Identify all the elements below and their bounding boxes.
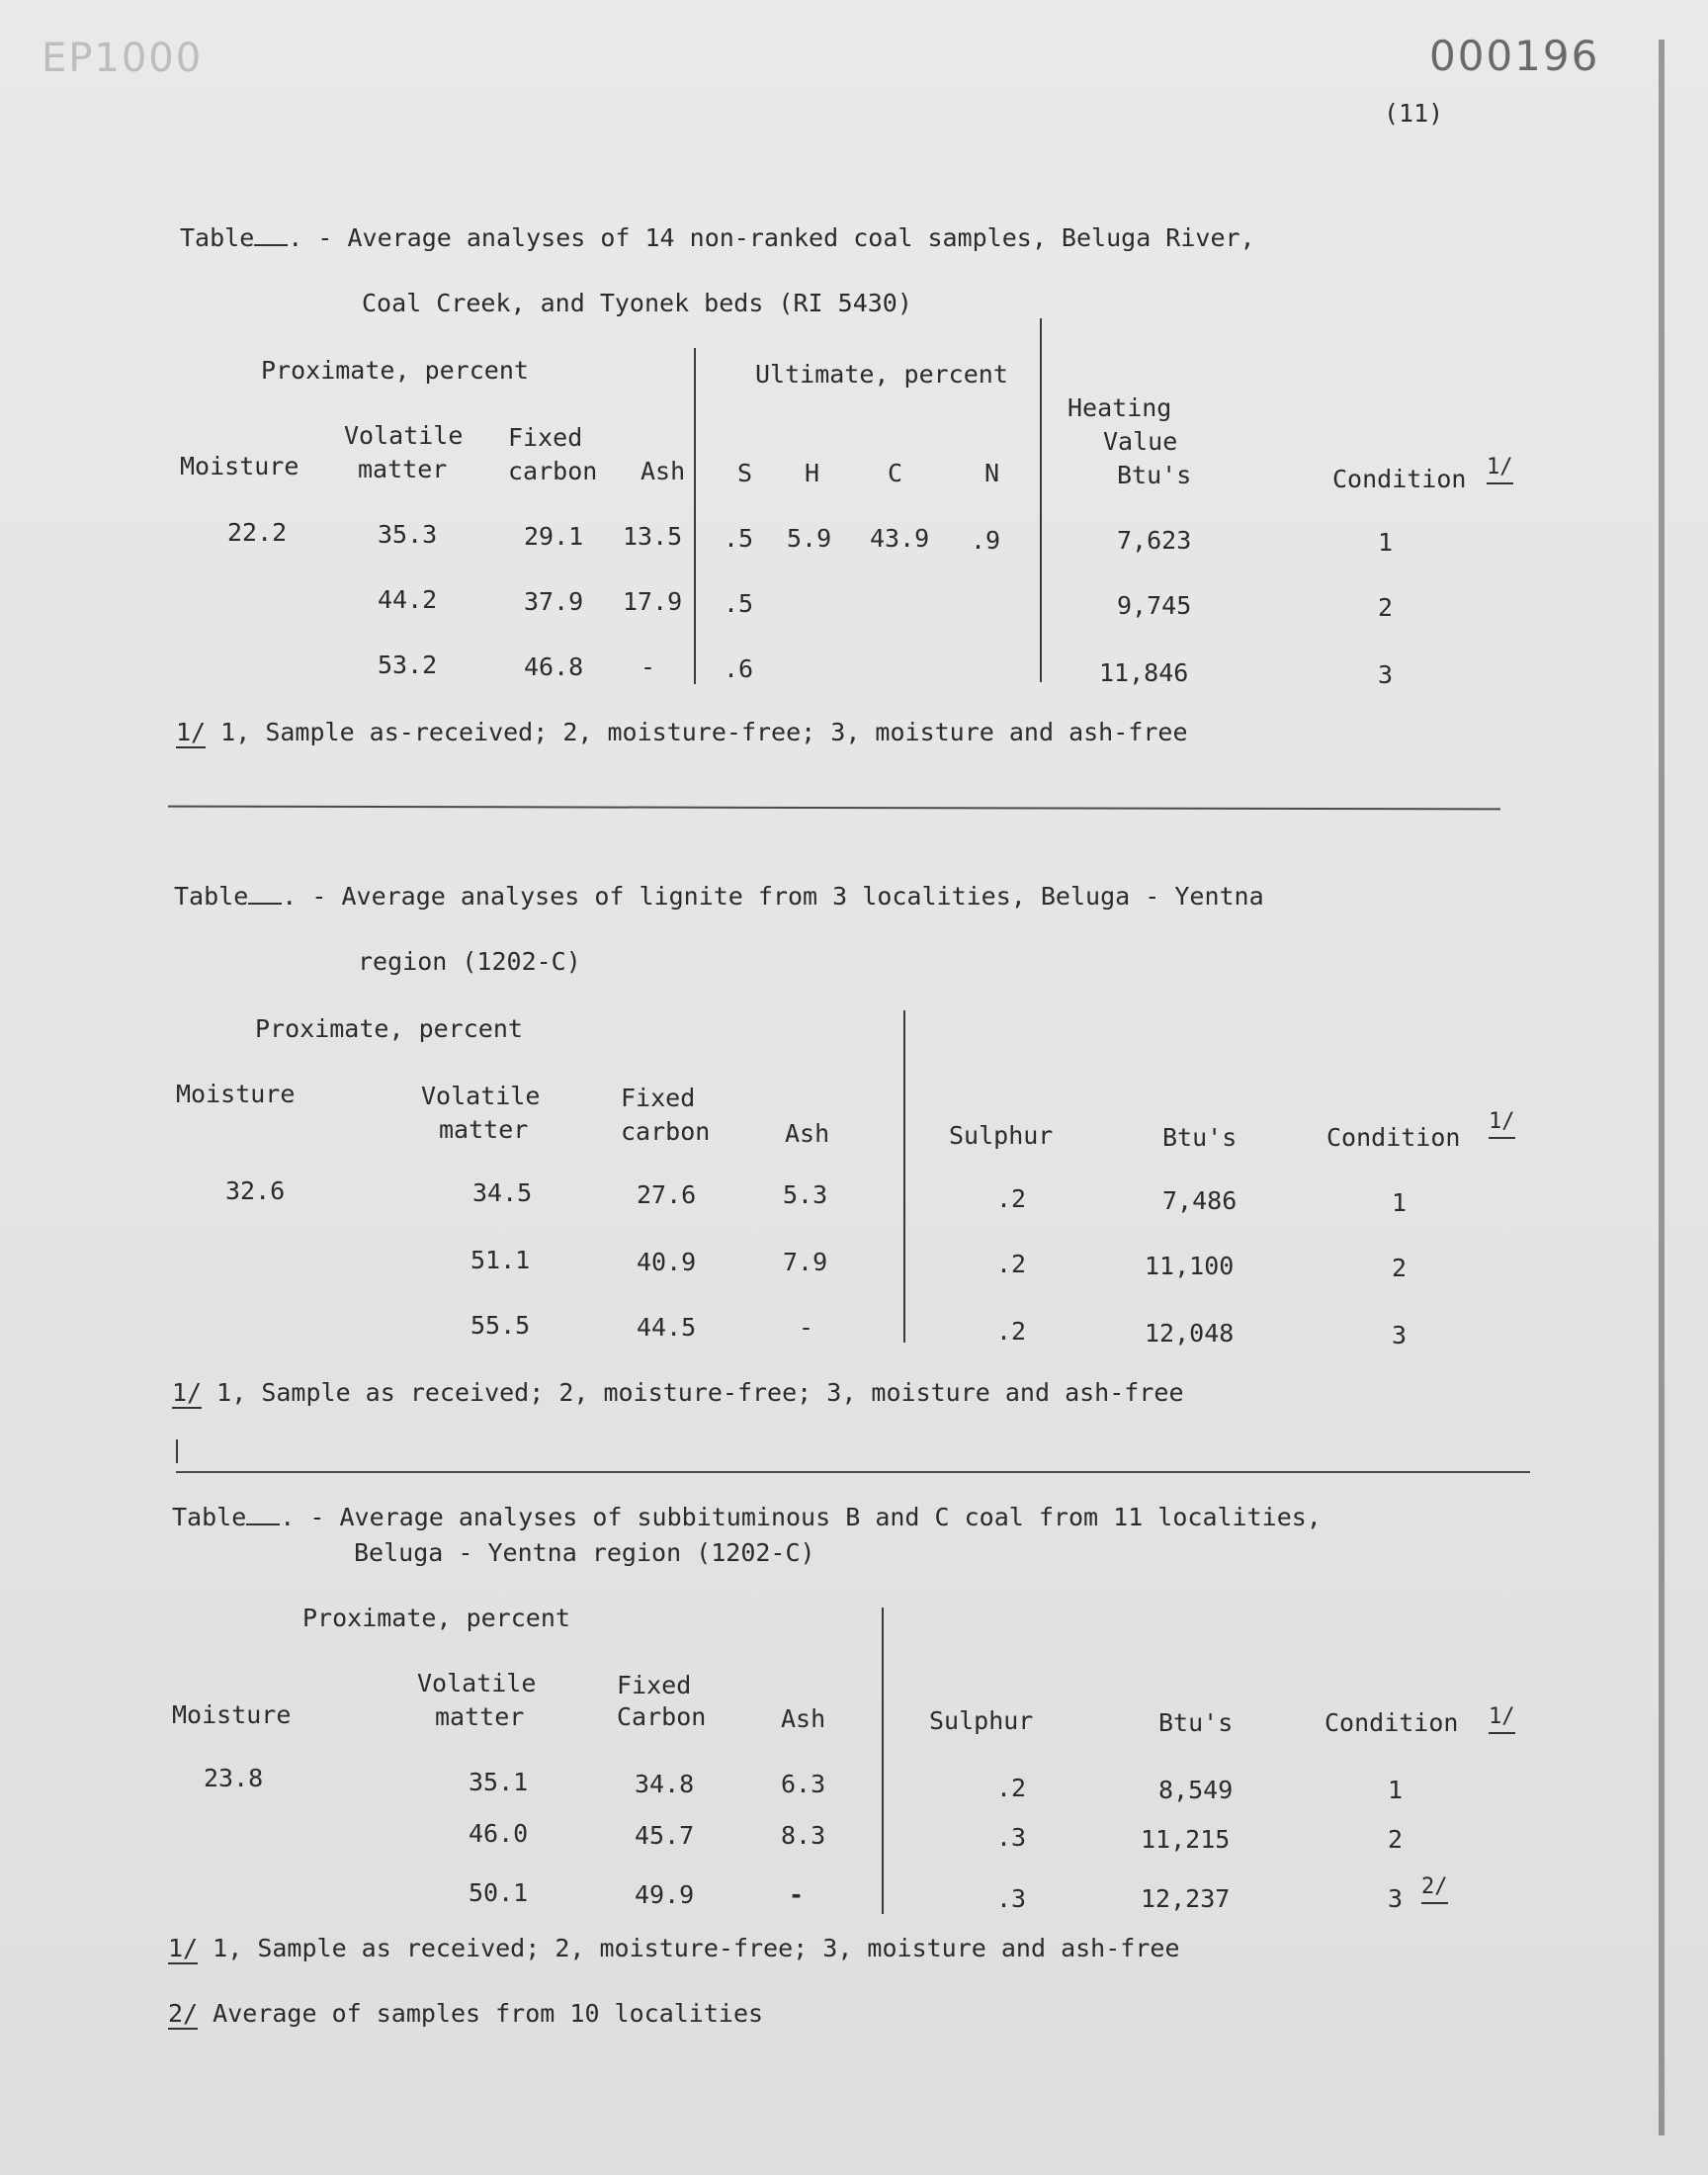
page-edge-shadow [1659, 40, 1665, 2135]
table-2-header-carbon: carbon [621, 1117, 711, 1146]
cell-condition: 2 [1392, 1254, 1408, 1282]
table-1-header-h: H [805, 459, 820, 487]
column-divider [1040, 318, 1042, 682]
table-3-header-carbon: Carbon [617, 1702, 707, 1731]
table-1-footnote [176, 718, 1188, 747]
cell-fixed: 40.9 [637, 1248, 697, 1276]
stamp-number: 000196 [1429, 32, 1600, 80]
cell-volatile: 53.2 [378, 651, 438, 679]
table-1-header-s: S [737, 459, 753, 487]
cell-condition: 1 [1392, 1188, 1408, 1217]
table-2-header-btus: Btu's [1162, 1123, 1238, 1152]
table-2-title-line1: . - Average analyses of lignite from 3 localities, Beluga - Yentna [282, 882, 1264, 911]
table-2-title [174, 882, 1264, 912]
cell-condition: 3 [1388, 1884, 1404, 1913]
cell-volatile: 35.3 [378, 520, 438, 549]
cell-fixed: 49.9 [635, 1880, 695, 1909]
cell-sulphur: .2 [996, 1774, 1027, 1802]
cell-fixed: 46.8 [524, 652, 584, 681]
cell-sulphur: .2 [996, 1184, 1027, 1213]
cell-volatile: 35.1 [469, 1768, 529, 1796]
table-3-header-fixed: Fixed [617, 1671, 692, 1699]
cell-btu: 11,215 [1141, 1825, 1231, 1854]
cell-fixed: 27.6 [637, 1180, 697, 1209]
cell-ash: 17.9 [623, 587, 683, 616]
section-divider [168, 806, 1500, 811]
cell-volatile: 46.0 [469, 1819, 529, 1848]
table-3-condition-note: 1/ [1489, 1702, 1515, 1734]
table-2-header-moisture: Moisture [176, 1080, 296, 1108]
table-1-header-fixed: Fixed [508, 423, 583, 452]
table-1-title [180, 223, 1255, 253]
cell-sulphur: .3 [996, 1823, 1027, 1852]
table-3-header-volatile: Volatile [417, 1669, 537, 1697]
cell-ash: 7.9 [783, 1248, 828, 1276]
cell-sulphur: .2 [996, 1317, 1027, 1346]
cell-btu: 12,048 [1145, 1319, 1235, 1348]
table-1-header-condition: Condition [1332, 465, 1467, 493]
table-1-header-value: Value [1103, 427, 1178, 456]
table-1-header-c: C [888, 459, 903, 487]
table-1-header-ash: Ash [640, 457, 686, 485]
cell-condition-note: 2/ [1421, 1872, 1448, 1904]
table-2-title-line2: region (1202-C) [358, 947, 581, 976]
table-3-group-proximate: Proximate, percent [302, 1604, 570, 1632]
faded-stamp-number: EP1000 [42, 36, 204, 81]
table-1-header-carbon: carbon [508, 457, 598, 485]
table-1-header-moisture: Moisture [180, 452, 299, 480]
table-1-condition-note: 1/ [1487, 453, 1513, 484]
cell-btu: 12,237 [1141, 1884, 1231, 1913]
table-1-header-heating: Heating [1068, 393, 1172, 422]
table-3-footnote-1 [168, 1934, 1180, 1963]
table-1-title-line1: . - Average analyses of 14 non-ranked coal samples, Beluga River, [288, 223, 1255, 252]
page-number: (11) [1384, 99, 1444, 128]
cell-fixed: 44.5 [637, 1313, 697, 1342]
cell-s: .5 [724, 524, 754, 553]
table-2-header-volatile: Volatile [421, 1082, 541, 1110]
table-2-title-prefix: Table [174, 882, 249, 911]
table-3-header-condition: Condition [1324, 1708, 1459, 1737]
table-1-header-volatile: Volatile [344, 421, 464, 450]
table-1-group-ultimate: Ultimate, percent [755, 360, 1008, 389]
footnote-text: 1, Sample as-received; 2, moisture-free; 3, moisture and ash-free [206, 718, 1188, 746]
divider-tick [176, 1439, 178, 1463]
table-2-header-fixed: Fixed [621, 1084, 696, 1112]
cell-c: 43.9 [870, 524, 930, 553]
table-1-header-btus: Btu's [1117, 461, 1192, 489]
cell-fixed: 34.8 [635, 1770, 695, 1798]
cell-condition: 1 [1388, 1776, 1404, 1804]
footnote-mark: 1/ [172, 1378, 203, 1407]
cell-s: .6 [724, 654, 754, 683]
cell-volatile: 34.5 [472, 1178, 533, 1207]
cell-volatile: 51.1 [470, 1246, 531, 1274]
cell-btu: 7,486 [1162, 1186, 1238, 1215]
footnote-text: 1, Sample as received; 2, moisture-free; 3, moisture and ash-free [198, 1934, 1180, 1962]
cell-ash: - [799, 1313, 814, 1342]
section-divider [176, 1471, 1530, 1473]
cell-moisture: 23.8 [204, 1764, 264, 1792]
cell-volatile: 44.2 [378, 585, 438, 614]
table-3-title [172, 1503, 1322, 1532]
table-2-header-condition: Condition [1326, 1123, 1461, 1152]
cell-ash: - [789, 1880, 805, 1909]
cell-s: .5 [724, 589, 754, 618]
table-1-title-line2: Coal Creek, and Tyonek beds (RI 5430) [362, 289, 912, 317]
column-divider [882, 1608, 884, 1914]
cell-fixed: 29.1 [524, 522, 584, 551]
footnote-mark: 1/ [168, 1934, 199, 1962]
cell-volatile: 50.1 [469, 1878, 529, 1907]
cell-n: .9 [971, 526, 1001, 555]
cell-fixed: 37.9 [524, 587, 584, 616]
cell-h: 5.9 [787, 524, 832, 553]
cell-moisture: 32.6 [225, 1176, 286, 1205]
cell-condition: 1 [1378, 528, 1394, 557]
table-3-header-sulphur: Sulphur [929, 1706, 1034, 1735]
cell-sulphur: .3 [996, 1884, 1027, 1913]
table-2-header-sulphur: Sulphur [949, 1121, 1054, 1150]
footnote-text: Average of samples from 10 localities [198, 1999, 764, 2028]
table-2-group-proximate: Proximate, percent [255, 1014, 523, 1043]
cell-ash: - [640, 652, 656, 681]
cell-btu: 11,100 [1145, 1252, 1235, 1280]
table-number-blank [254, 224, 288, 246]
cell-ash: 8.3 [781, 1821, 826, 1850]
cell-btu: 8,549 [1158, 1776, 1234, 1804]
table-number-blank [248, 883, 282, 905]
footnote-mark: 1/ [176, 718, 207, 746]
cell-ash: 13.5 [623, 522, 683, 551]
table-3-header-moisture: Moisture [172, 1700, 292, 1729]
cell-ash: 6.3 [781, 1770, 826, 1798]
cell-condition: 3 [1378, 660, 1394, 689]
table-1-group-proximate: Proximate, percent [261, 356, 529, 385]
cell-sulphur: .2 [996, 1250, 1027, 1278]
table-1-header-matter: matter [358, 455, 448, 483]
table-3-header-btus: Btu's [1158, 1708, 1234, 1737]
cell-condition: 2 [1378, 593, 1394, 622]
table-2-footnote [172, 1378, 1184, 1408]
cell-fixed: 45.7 [635, 1821, 695, 1850]
cell-volatile: 55.5 [470, 1311, 531, 1340]
cell-btu: 7,623 [1117, 526, 1192, 555]
table-2-header-ash: Ash [785, 1119, 830, 1148]
cell-condition: 2 [1388, 1825, 1404, 1854]
table-1-title-prefix: Table [180, 223, 255, 252]
cell-btu: 11,846 [1099, 658, 1189, 687]
table-3-title-prefix: Table [172, 1503, 247, 1531]
cell-moisture: 22.2 [227, 518, 288, 547]
column-divider [903, 1010, 905, 1343]
footnote-mark: 2/ [168, 1999, 199, 2028]
table-3-title-line2: Beluga - Yentna region (1202-C) [354, 1538, 815, 1567]
table-3-header-matter: matter [435, 1702, 525, 1731]
table-3-header-ash: Ash [781, 1704, 826, 1733]
footnote-text: 1, Sample as received; 2, moisture-free; 3, moisture and ash-free [202, 1378, 1184, 1407]
cell-btu: 9,745 [1117, 591, 1192, 620]
cell-ash: 5.3 [783, 1180, 828, 1209]
table-3-footnote-2 [168, 1999, 763, 2029]
table-3-title-line1: . - Average analyses of subbituminous B and C coal from 11 localities, [280, 1503, 1322, 1531]
table-1-header-n: N [984, 459, 1000, 487]
column-divider [694, 348, 696, 684]
table-2-header-matter: matter [439, 1115, 529, 1144]
cell-condition: 3 [1392, 1321, 1408, 1349]
table-2-condition-note: 1/ [1489, 1107, 1515, 1139]
table-number-blank [246, 1504, 280, 1525]
